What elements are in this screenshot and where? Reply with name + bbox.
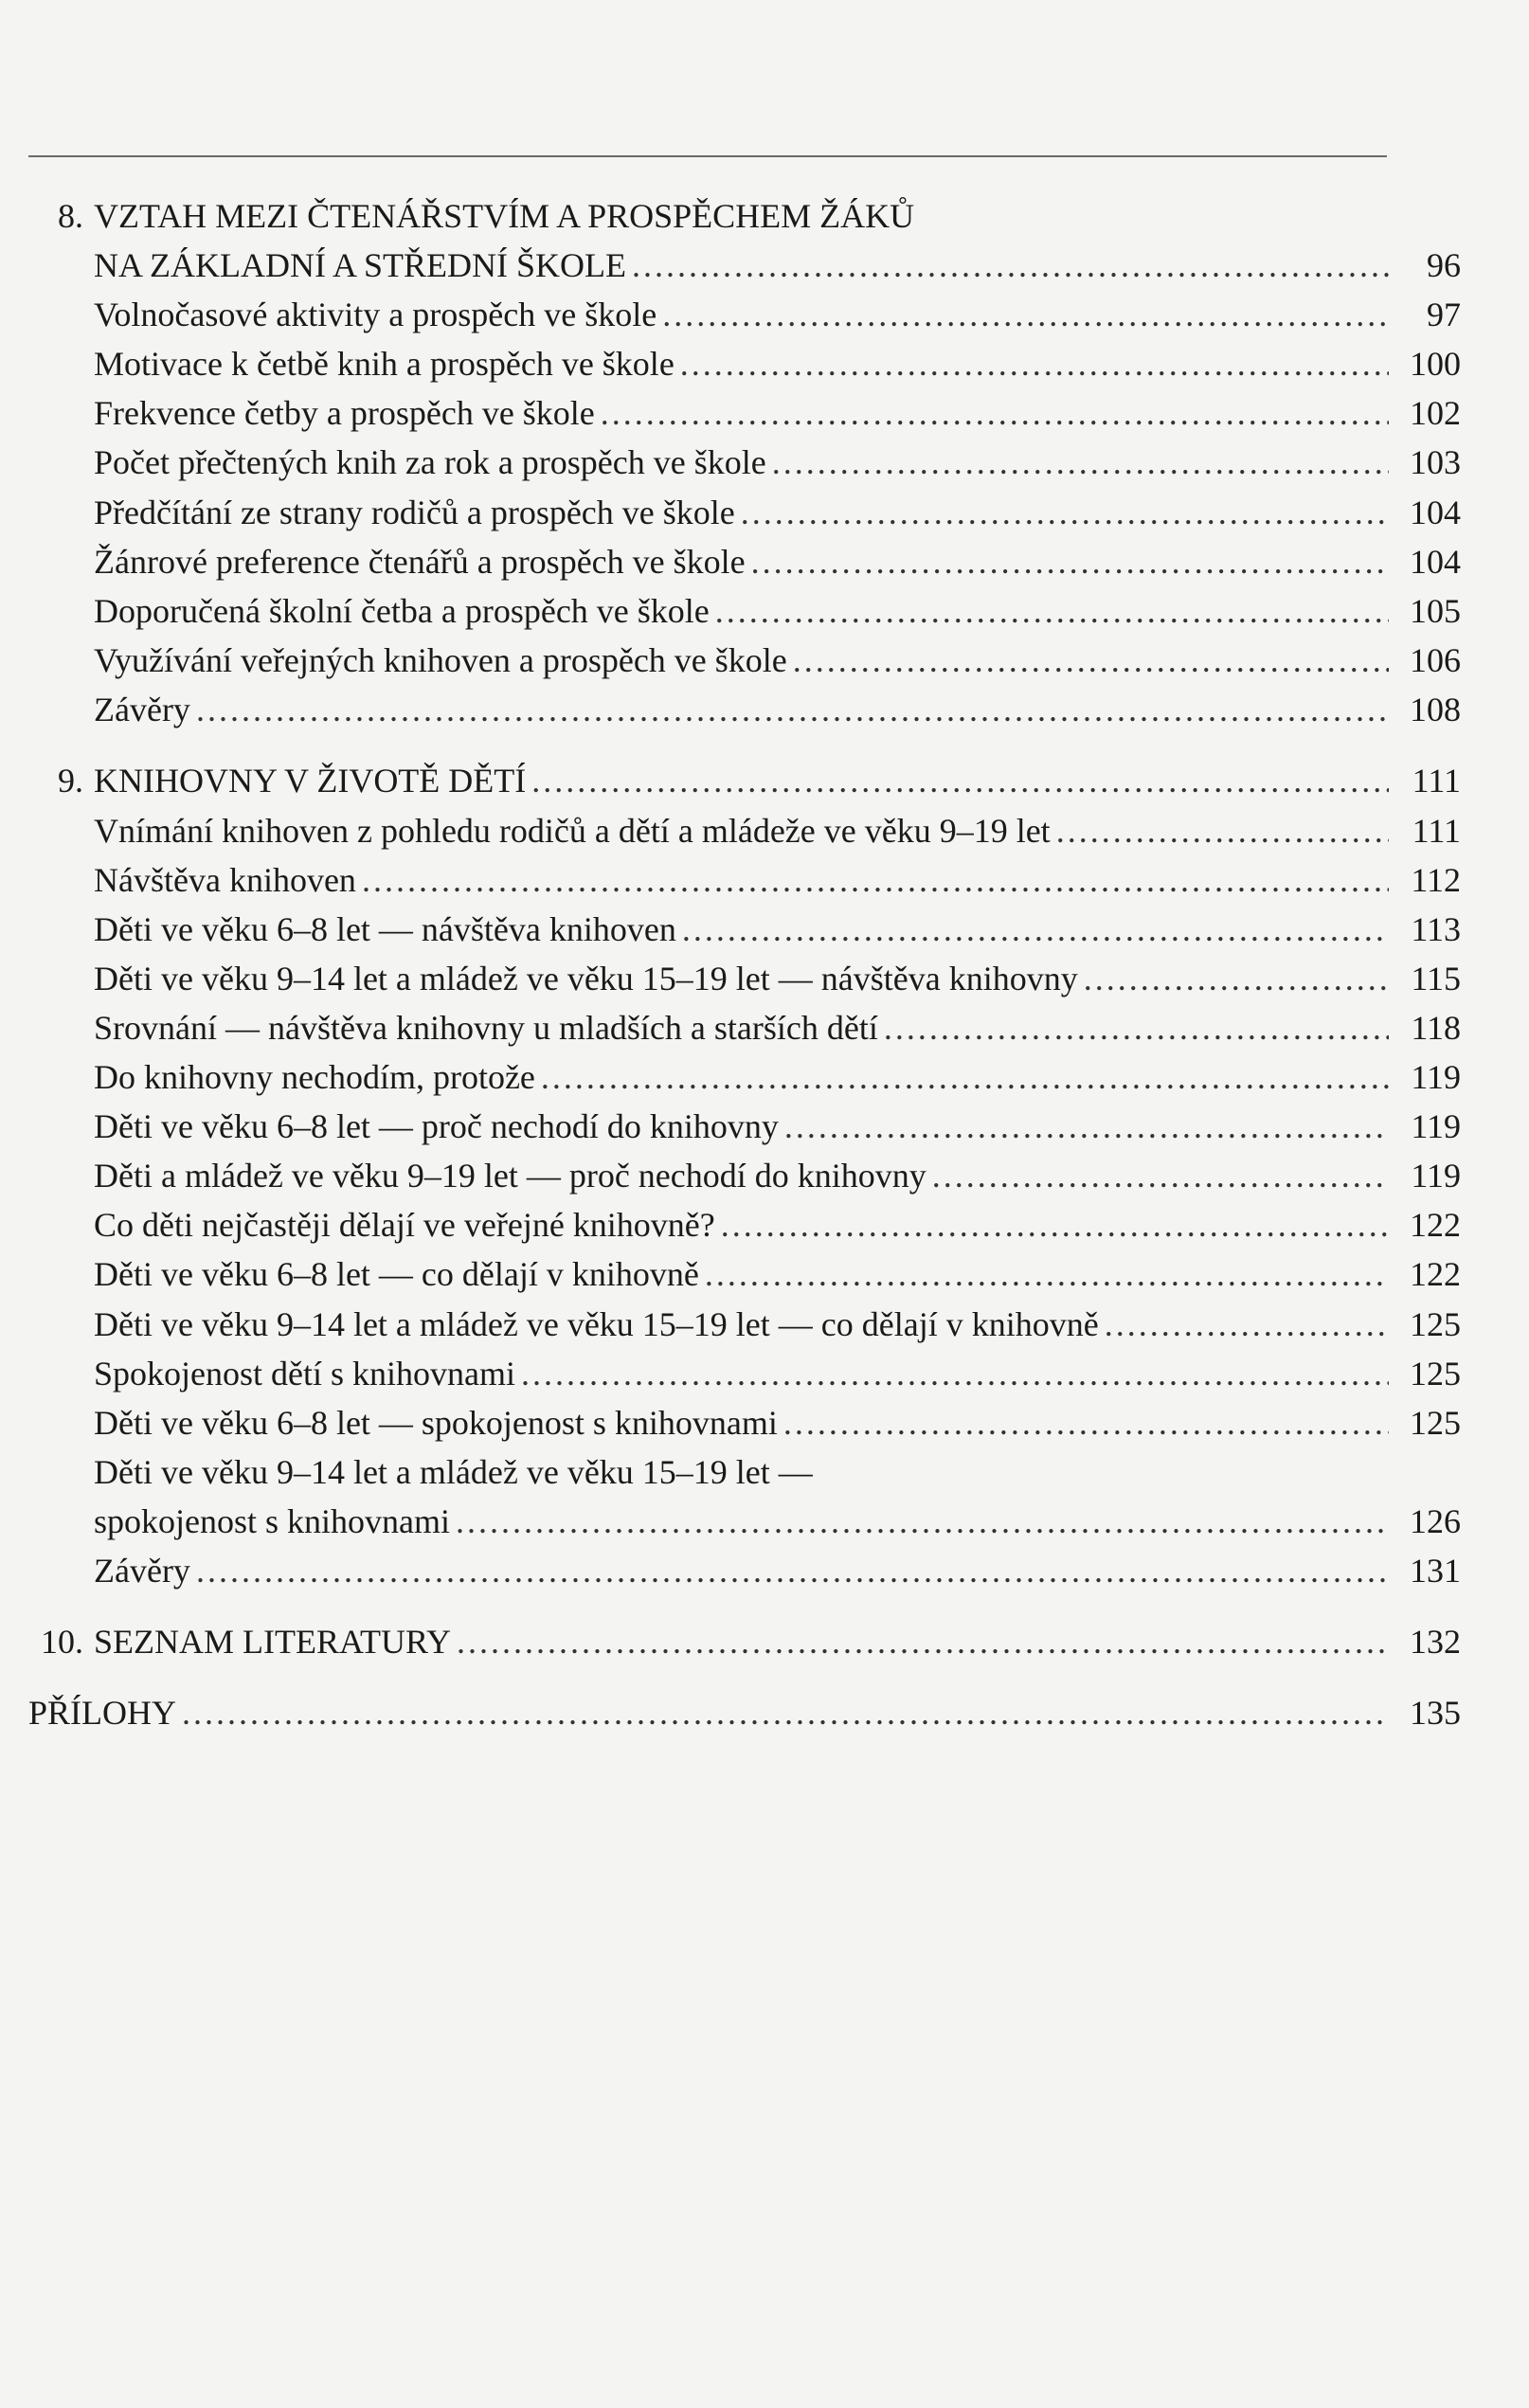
toc-entry-body (94, 637, 1389, 684)
toc-entry-body (94, 856, 1389, 904)
dot-leader (1105, 1301, 1389, 1348)
dot-leader (682, 906, 1389, 953)
toc-entry-body (94, 489, 1389, 536)
toc-entry (0, 1399, 1529, 1447)
toc-entry-number: 10. (41, 1623, 83, 1661)
toc-entry (0, 340, 1529, 387)
toc-entry-page-number: 132 (1410, 1623, 1461, 1661)
dot-leader (196, 1547, 1389, 1594)
toc-entry-page-number: 112 (1411, 861, 1461, 899)
toc-entry-number: 8. (58, 197, 83, 235)
toc-entry-title: Frekvence četby a prospěch ve škole (94, 394, 595, 432)
toc-entry-title: Děti ve věku 6–8 let — proč nechodí do knihovny (94, 1107, 779, 1145)
toc-entry-title: SEZNAM LITERATURY (94, 1623, 451, 1661)
toc-entry-page-number: 100 (1410, 345, 1461, 383)
dot-leader (772, 439, 1389, 486)
toc-entry-body (94, 242, 1389, 289)
toc-entry-title: Motivace k četbě knih a prospěch ve škole (94, 345, 675, 383)
toc-entry-title: VZTAH MEZI ČTENÁŘSTVÍM A PROSPĚCHEM ŽÁKŮ (94, 197, 915, 235)
toc-entry-page-number: 135 (1410, 1694, 1461, 1732)
dot-leader (1084, 955, 1389, 1002)
toc-entry (0, 906, 1529, 953)
dot-leader (784, 1103, 1389, 1150)
toc-entry-title: Doporučená školní četba a prospěch ve škole (94, 592, 710, 630)
toc-entry (0, 1350, 1529, 1397)
toc-entry-body (94, 1250, 1389, 1298)
dot-leader (662, 291, 1389, 338)
toc-entry-page-number: 119 (1411, 1157, 1461, 1195)
toc-entry-body (94, 1152, 1389, 1199)
toc-entry (0, 1618, 1529, 1665)
toc-entry-body (94, 291, 1389, 338)
toc-entry-body (94, 757, 1389, 804)
toc-entry (0, 192, 1529, 240)
toc-entry-page-number: 111 (1412, 812, 1461, 850)
dot-leader (196, 686, 1389, 733)
toc-entry-body (94, 1350, 1389, 1397)
toc-entry-page-number: 122 (1410, 1255, 1461, 1293)
dot-leader (362, 856, 1389, 904)
toc-entry-body (94, 192, 1389, 240)
toc-entry-title: Volnočasové aktivity a prospěch ve škole (94, 296, 657, 333)
toc-entry-body (94, 1448, 1389, 1496)
toc-entry-title: Děti ve věku 6–8 let — návštěva knihoven (94, 910, 676, 948)
toc-entry-title: Předčítání ze strany rodičů a prospěch ve škole (94, 494, 735, 531)
dot-leader (721, 1201, 1389, 1249)
toc-entry-page-number: 113 (1411, 910, 1461, 948)
toc-entry-title: KNIHOVNY V ŽIVOTĚ DĚTÍ (94, 762, 527, 800)
dot-leader (456, 1498, 1389, 1545)
toc-entry-page-number: 122 (1410, 1206, 1461, 1244)
toc-entry (0, 1250, 1529, 1298)
toc-entry-page-number: 126 (1410, 1502, 1461, 1540)
toc-entry (0, 1103, 1529, 1150)
toc-entry-title: Děti ve věku 9–14 let a mládež ve věku 15–19 let — co dělají v knihovně (94, 1305, 1099, 1343)
dot-leader (541, 1053, 1389, 1101)
toc-entry (0, 686, 1529, 733)
toc-entry-page-number: 102 (1410, 394, 1461, 432)
dot-leader (601, 389, 1389, 437)
toc-entry (0, 1301, 1529, 1348)
toc-entry-title: Děti ve věku 9–14 let a mládež ve věku 15–19 let — návštěva knihovny (94, 960, 1078, 997)
toc-entry-body (94, 1103, 1389, 1150)
dot-leader (1056, 807, 1389, 854)
toc-entry (0, 1152, 1529, 1199)
toc-entry-body (94, 807, 1389, 854)
toc-entry-page-number: 96 (1427, 246, 1461, 284)
toc-entry-page-number: 104 (1410, 543, 1461, 581)
toc-entry-title: Co děti nejčastěji dělají ve veřejné knihovně? (94, 1206, 715, 1244)
toc-entry-body (94, 1399, 1389, 1447)
toc-entry-title: Děti ve věku 6–8 let — spokojenost s knihovnami (94, 1404, 778, 1442)
toc-entry (0, 242, 1529, 289)
toc-entry-body (94, 1547, 1389, 1594)
toc-entry-title: Do knihovny nechodím, protože (94, 1058, 535, 1096)
dot-leader (457, 1618, 1389, 1665)
dot-leader (741, 489, 1389, 536)
top-rule (28, 155, 1387, 157)
toc-entry (0, 1004, 1529, 1051)
dot-leader (884, 1004, 1389, 1051)
toc-entry-page-number: 118 (1411, 1009, 1461, 1047)
toc-entry (0, 439, 1529, 486)
toc-entry-body (94, 1201, 1389, 1249)
toc-entry-body (94, 686, 1389, 733)
toc-entry-page-number: 106 (1410, 641, 1461, 679)
dot-leader (793, 637, 1389, 684)
dot-leader (632, 242, 1389, 289)
dot-leader (751, 538, 1389, 585)
toc-entry-title: Počet přečtených knih za rok a prospěch ve škole (94, 443, 766, 481)
toc-entry (0, 489, 1529, 536)
toc-entry-page-number: 125 (1410, 1355, 1461, 1393)
toc-entry-page-number: 108 (1410, 691, 1461, 728)
toc-entry-page-number: 119 (1411, 1058, 1461, 1096)
toc-entry-title: spokojenost s knihovnami (94, 1502, 450, 1540)
toc-entry-page-number: 111 (1412, 762, 1461, 800)
toc-entry (0, 856, 1529, 904)
toc-entry (0, 637, 1529, 684)
toc-entry-page-number: 119 (1411, 1107, 1461, 1145)
toc-entry-body (94, 906, 1389, 953)
toc-entry (0, 1448, 1529, 1496)
toc-entry-title: Žánrové preference čtenářů a prospěch ve škole (94, 543, 746, 581)
toc-entry-body (94, 340, 1389, 387)
toc-entry (0, 389, 1529, 437)
toc-entry-title: Návštěva knihoven (94, 861, 356, 899)
toc-entry-title: Spokojenost dětí s knihovnami (94, 1355, 515, 1393)
toc-entry-title: PŘÍLOHY (28, 1694, 177, 1732)
toc-entry-page-number: 125 (1410, 1404, 1461, 1442)
dot-leader (521, 1350, 1389, 1397)
toc-entry-body (94, 1053, 1389, 1101)
toc-entry-title: Děti a mládež ve věku 9–19 let — proč nechodí do knihovny (94, 1157, 926, 1195)
toc-entry-title: Vnímání knihoven z pohledu rodičů a dětí a mládeže ve věku 9–19 let (94, 812, 1051, 850)
toc-entry (0, 1689, 1529, 1736)
toc-entry-page-number: 105 (1410, 592, 1461, 630)
toc-entry (0, 1498, 1529, 1545)
toc-entry-page-number: 115 (1411, 960, 1461, 997)
toc-entry-page-number: 103 (1410, 443, 1461, 481)
toc-entry-page-number: 104 (1410, 494, 1461, 531)
dot-leader (182, 1689, 1389, 1736)
toc-entry (0, 1547, 1529, 1594)
toc-entry-title: Děti ve věku 6–8 let — co dělají v knihovně (94, 1255, 699, 1293)
toc-entry-title: Závěry (94, 1552, 190, 1590)
toc-entry-body (94, 1498, 1389, 1545)
toc-entry-title: Děti ve věku 9–14 let a mládež ve věku 15–19 let — (94, 1453, 813, 1491)
toc-entry (0, 757, 1529, 804)
toc-entry-title: Závěry (94, 691, 190, 728)
toc-entry (0, 291, 1529, 338)
dot-leader (932, 1152, 1389, 1199)
toc-entry-body (28, 1689, 1389, 1736)
toc-entry-body (94, 955, 1389, 1002)
toc-entry-body (94, 538, 1389, 585)
toc-entry (0, 538, 1529, 585)
dot-leader (531, 757, 1389, 804)
dot-leader (715, 587, 1389, 635)
toc-entry-body (94, 1004, 1389, 1051)
toc-entry-body (94, 439, 1389, 486)
toc-entry-title: NA ZÁKLADNÍ A STŘEDNÍ ŠKOLE (94, 246, 626, 284)
dot-leader (783, 1399, 1389, 1447)
toc-entry-title: Využívání veřejných knihoven a prospěch ve škole (94, 641, 787, 679)
toc-entry (0, 955, 1529, 1002)
toc-entry-page-number: 131 (1410, 1552, 1461, 1590)
dot-leader (705, 1250, 1389, 1298)
toc-entry-body (94, 1618, 1389, 1665)
toc-entry-body (94, 587, 1389, 635)
toc-entry (0, 1053, 1529, 1101)
dot-leader (680, 340, 1389, 387)
toc-entry (0, 807, 1529, 854)
toc-entry-page-number: 125 (1410, 1305, 1461, 1343)
toc-entry-number: 9. (58, 762, 83, 800)
toc-entry-body (94, 389, 1389, 437)
toc-entry (0, 1201, 1529, 1249)
toc-entry-body (94, 1301, 1389, 1348)
toc-entry-page-number: 97 (1427, 296, 1461, 333)
toc-entry-title: Srovnání — návštěva knihovny u mladších a starších dětí (94, 1009, 878, 1047)
toc-entry (0, 587, 1529, 635)
